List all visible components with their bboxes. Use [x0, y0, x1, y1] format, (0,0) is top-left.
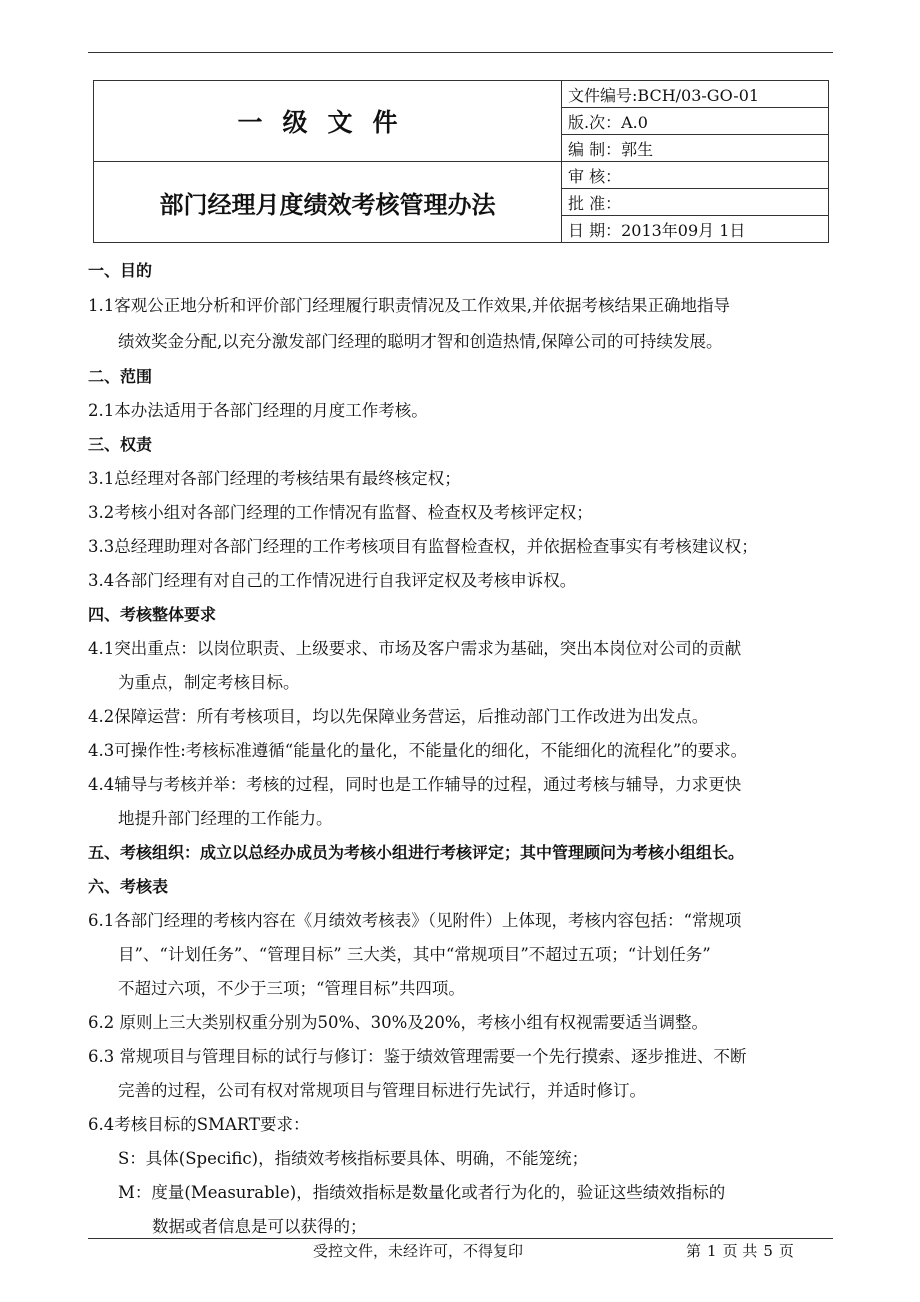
paragraph-line: 3.4各部门经理有对自己的工作情况进行自我评定权及考核申诉权。	[88, 571, 577, 590]
paragraph-line: 6.3 常规项目与管理目标的试行与修订：鉴于绩效管理需要一个先行摸索、逐步推进、不断	[88, 1047, 747, 1066]
paragraph-line: 地提升部门经理的工作能力。	[118, 809, 333, 828]
page-indicator	[686, 1240, 794, 1261]
document-header-table	[93, 80, 829, 243]
section-heading: 二、范围	[88, 367, 153, 386]
paragraph-line: 4.1突出重点：以岗位职责、上级要求、市场及客户需求为基础，突出本岗位对公司的贡献	[88, 639, 742, 658]
bottom-rule	[88, 1238, 833, 1239]
page-prefix: 第	[686, 1242, 702, 1260]
paragraph-line: 4.4辅导与考核并举：考核的过程，同时也是工作辅导的过程，通过考核与辅导，力求更快	[88, 775, 742, 794]
paragraph-line: 4.2保障运营：所有考核项目，均以先保障业务营运，后推动部门工作改进为出发点。	[88, 707, 709, 726]
page-mid: 页 共	[722, 1242, 758, 1260]
page-suffix: 页	[778, 1242, 794, 1260]
paragraph-line: 为重点，制定考核目标。	[118, 673, 300, 692]
document-title: 部门经理月度绩效考核管理办法	[94, 162, 562, 243]
section-heading: 三、权责	[88, 435, 153, 454]
document-level: 一级文件	[94, 81, 562, 162]
paragraph-line: 6.1各部门经理的考核内容在《月绩效考核表》（见附件）上体现，考核内容包括：“常规项	[88, 911, 742, 930]
file-number: 文件编号:BCH/03-GO-01	[562, 81, 829, 108]
paragraph-line: M：度量(Measurable)，指绩效指标是数量化或者行为化的，验证这些绩效指标的	[118, 1183, 726, 1202]
version: 版.次：A.0	[562, 108, 829, 135]
section-heading: 一、目的	[88, 261, 153, 280]
paragraph-line: 6.2 原则上三大类别权重分别为50%、30%及20%，考核小组有权视需要适当调整。	[88, 1013, 709, 1032]
page-footer	[88, 1240, 833, 1262]
issue-date: 日 期：2013年09月 1日	[562, 216, 829, 243]
paragraph-line: 数据或者信息是可以获得的；	[152, 1217, 367, 1236]
top-rule	[88, 52, 833, 53]
section-heading: 六、考核表	[88, 877, 169, 896]
section-heading: 四、考核整体要求	[88, 605, 217, 624]
page-number: 1	[707, 1242, 717, 1260]
approver: 批 准：	[562, 189, 829, 216]
section-heading: 五、考核组织：成立以总经办成员为考核小组进行考核评定；其中管理顾问为考核小组组长。	[88, 843, 745, 862]
paragraph-line: 1.1客观公正地分析和评价部门经理履行职责情况及工作效果,并依据考核结果正确地指导	[88, 296, 730, 315]
paragraph-line: 绩效奖金分配,以充分激发部门经理的聪明才智和创造热情,保障公司的可持续发展。	[118, 332, 723, 351]
paragraph-line: 完善的过程，公司有权对常规项目与管理目标进行先试行，并适时修订。	[118, 1081, 646, 1100]
paragraph-line: 6.4考核目标的SMART要求：	[88, 1115, 310, 1134]
paragraph-line: 3.3总经理助理对各部门经理的工作考核项目有监督检查权，并依据检查事实有考核建议权；	[88, 537, 758, 556]
paragraph-line: S：具体(Specific)，指绩效考核指标要具体、明确，不能笼统；	[118, 1149, 589, 1168]
page-total: 5	[763, 1242, 773, 1260]
document-body	[88, 254, 838, 1244]
paragraph-line: 3.1总经理对各部门经理的考核结果有最终核定权；	[88, 469, 461, 488]
paragraph-line: 目”、“计划任务”、“管理目标” 三大类，其中“常规项目”不超过五项；“计划任务”	[118, 945, 711, 964]
paragraph-line: 4.3可操作性:考核标准遵循“能量化的量化，不能量化的细化，不能细化的流程化”的要求。	[88, 741, 748, 760]
author: 编 制：郭生	[562, 135, 829, 162]
paragraph-line: 3.2考核小组对各部门经理的工作情况有监督、检查权及考核评定权；	[88, 503, 593, 522]
paragraph-line: 2.1本办法适用于各部门经理的月度工作考核。	[88, 401, 428, 420]
control-notice: 受控文件，未经许可，不得复印	[313, 1242, 524, 1260]
paragraph-line: 不超过六项，不少于三项；“管理目标”共四项。	[118, 979, 465, 998]
reviewer: 审 核：	[562, 162, 829, 189]
